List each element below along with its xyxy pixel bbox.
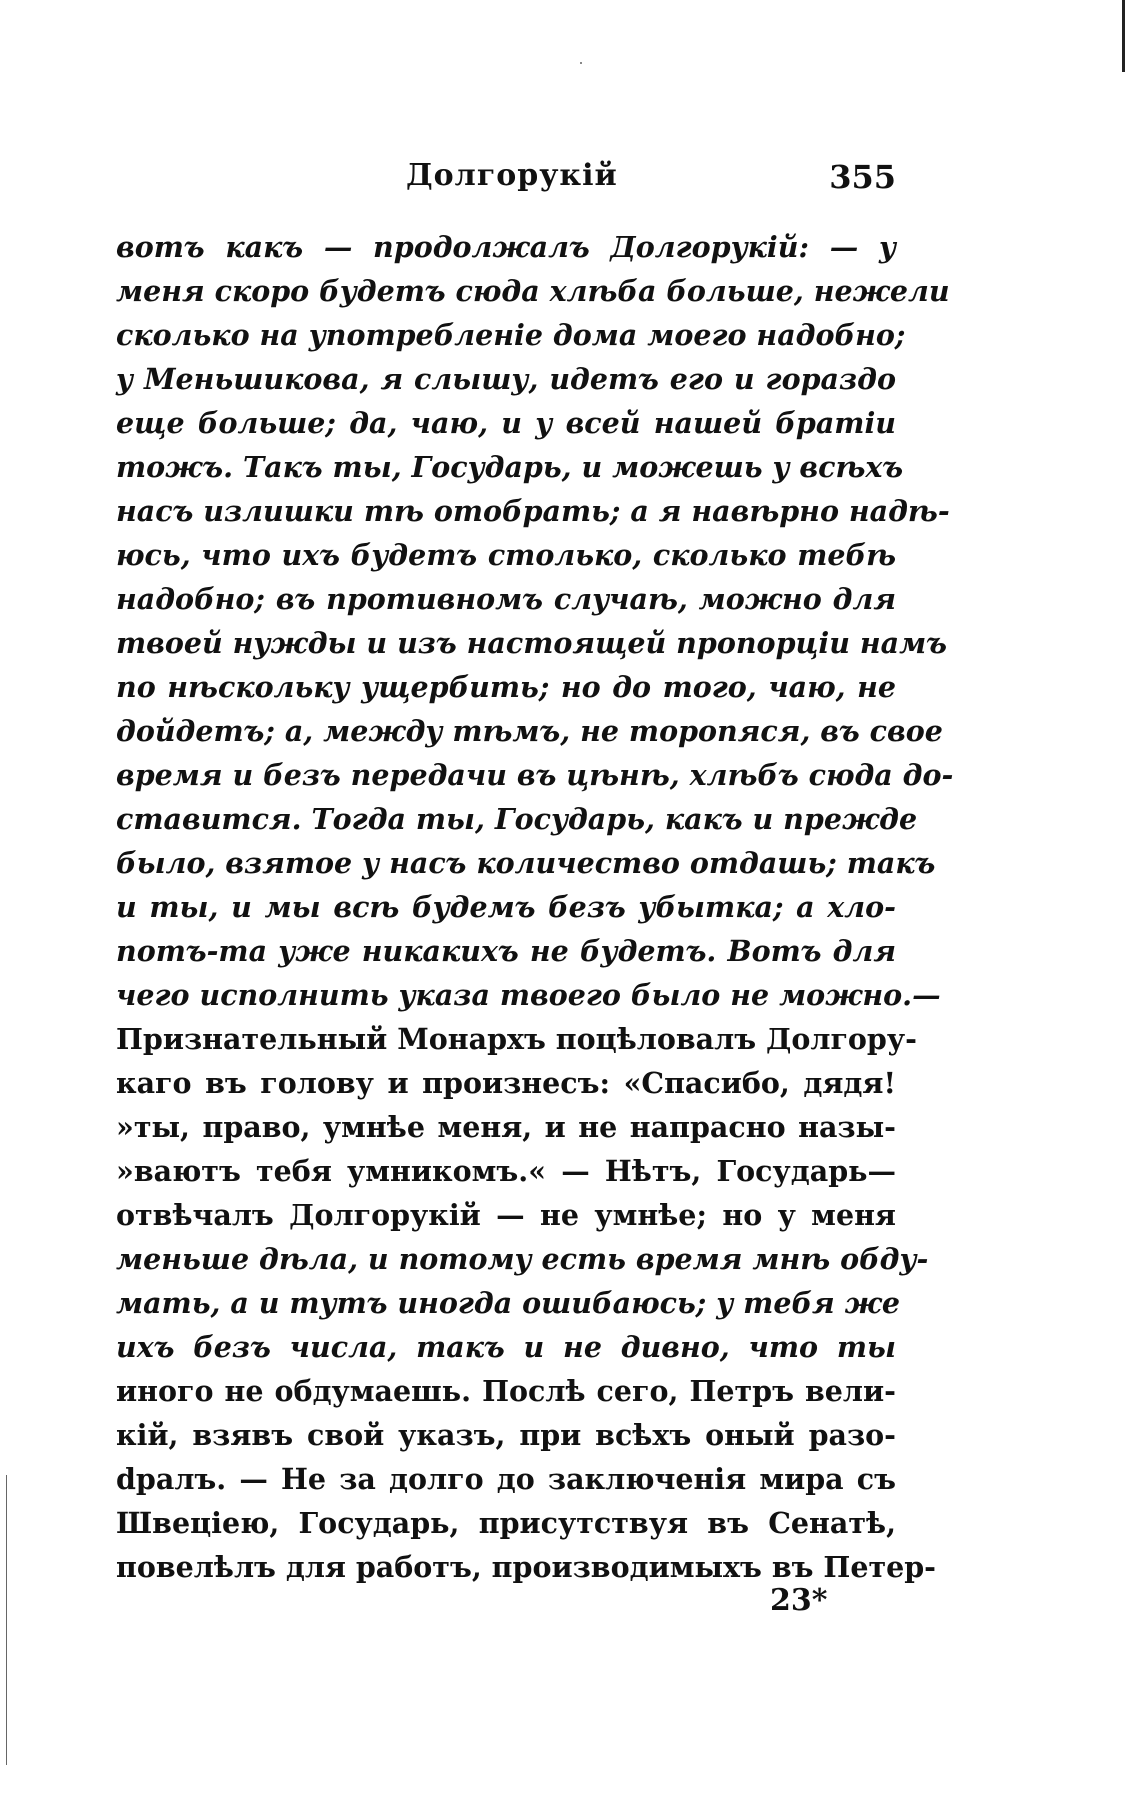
text-line: Швеціею, Государь, присутствуя въ Сенатѣ, — [116, 1506, 896, 1540]
text-line: мать, а и тутъ иногда ошибаюсь; у тебя же — [116, 1286, 901, 1320]
text-line: каго въ голову и произнесъ: «Спасибо, дядя! — [116, 1066, 896, 1100]
text-line: дойдетъ; а, между тѣмъ, не торопяся, въ свое — [116, 714, 943, 748]
text-line: время и безъ передачи въ цѣнѣ, хлѣбъ сюда до- — [116, 758, 954, 792]
text-line: надобно; въ противномъ случаѣ, можно для — [116, 582, 896, 616]
signature-mark: 23* — [770, 1583, 828, 1618]
page-number: 355 — [829, 158, 896, 196]
running-head: Долгорукій — [406, 158, 618, 193]
text-line: юсь, что ихъ будетъ столько, сколько тебѣ — [116, 538, 896, 572]
text-line: вотъ какъ — продолжалъ Долгорукій: — у — [116, 230, 896, 264]
text-line: у Меньшикова, я слышу, идетъ его и гораздо — [116, 362, 896, 396]
text-line: насъ излишки тѣ отобрать; а я навѣрно надѣ- — [116, 494, 950, 528]
text-line: повелѣлъ для работъ, производимыхъ въ Петер- — [116, 1550, 937, 1584]
page-edge-mark — [1122, 0, 1125, 72]
text-line: отвѣчалъ Долгорукій — не умнѣе; но у меня — [116, 1198, 896, 1232]
text-line: по нѣскольку ущербить; но до того, чаю, не — [116, 670, 896, 704]
text-line: твоей нужды и изъ настоящей пропорціи намъ — [116, 626, 947, 660]
text-line: ставится. Тогда ты, Государь, какъ и прежде — [116, 802, 918, 836]
text-line: чего исполнить указа твоего было не можно.— — [116, 978, 941, 1012]
text-line: кій, взявъ свой указъ, при всѣхъ оный разо- — [116, 1418, 896, 1452]
text-line: и ты, и мы всѣ будемъ безъ убытка; а хло- — [116, 890, 896, 924]
text-line: сколько на употребленіе дома моего надобно; — [116, 318, 906, 352]
speck — [580, 62, 582, 64]
text-line: потъ-та уже никакихъ не будетъ. Вотъ для — [116, 934, 896, 968]
page-edge-mark-left — [6, 1475, 7, 1765]
text-line: было, взятое у насъ количество отдашь; такъ — [116, 846, 936, 880]
text-line: Признательный Монархъ поцѣловалъ Долгору- — [116, 1022, 917, 1056]
text-line: меньше дѣла, и потому есть время мнѣ обду- — [116, 1242, 929, 1276]
text-line: »ты, право, умнѣе меня, и не напрасно назы- — [116, 1110, 896, 1144]
text-line: иного не обдумаешь. Послѣ сего, Петръ вели- — [116, 1374, 896, 1408]
text-line: еще больше; да, чаю, и у всей нашей братіи — [116, 406, 896, 440]
text-line: »ваютъ тебя умникомъ.« — Нѣтъ, Государь— — [116, 1154, 896, 1188]
text-line: ихъ безъ числа, такъ и не дивно, что ты — [116, 1330, 896, 1364]
text-line: тожъ. Такъ ты, Государь, и можешь у всѣхъ — [116, 450, 904, 484]
text-line: меня скоро будетъ сюда хлѣба больше, нежели — [116, 274, 950, 308]
body-text — [116, 225, 954, 1589]
page-header — [116, 158, 896, 198]
text-line: dралъ. — Не за долго до заключенія мира съ — [116, 1462, 896, 1496]
